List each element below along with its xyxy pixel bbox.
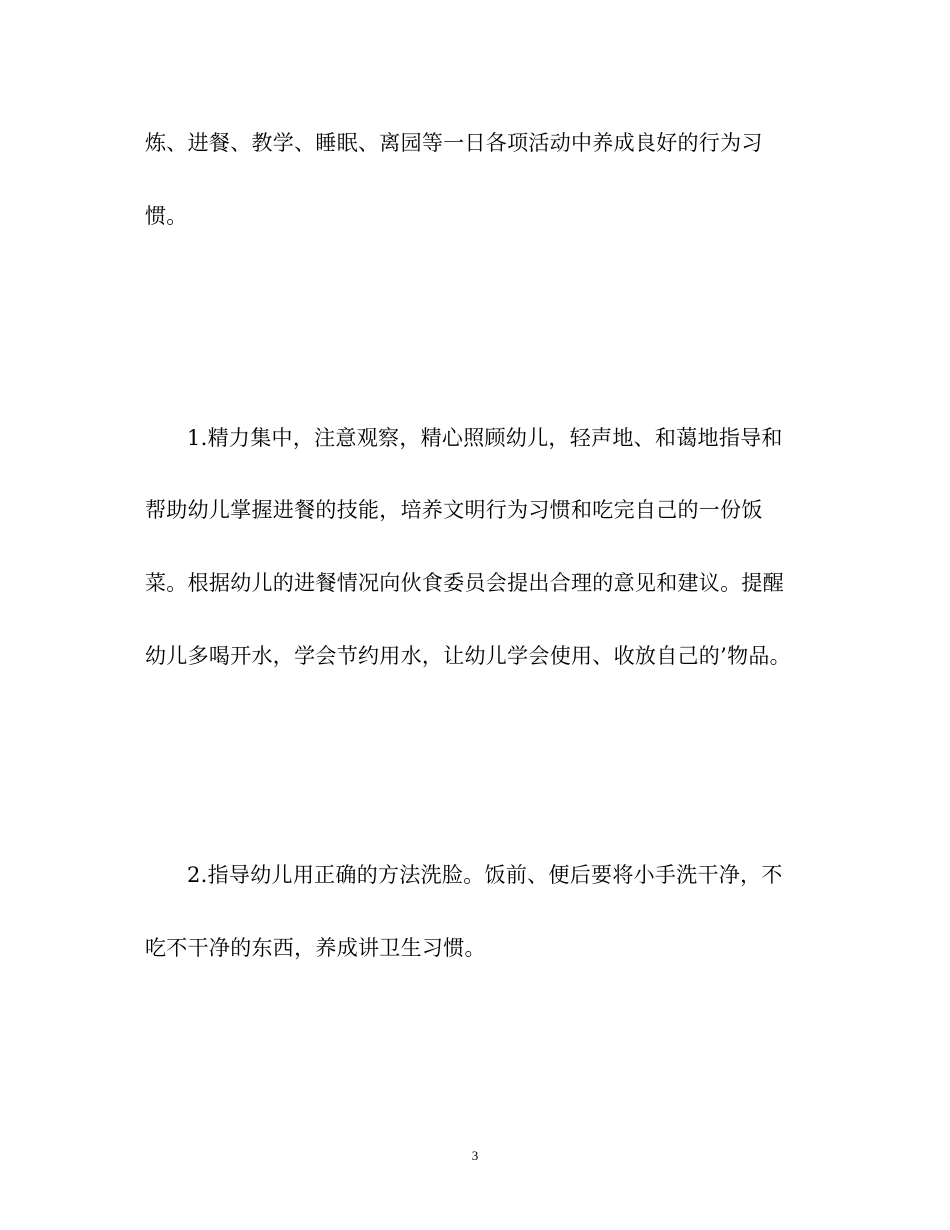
text-line: 幼儿多喝开水，学会节约用水，让幼儿学会使用、收放自己的’物品。 xyxy=(145,644,791,668)
text-line: 1.精力集中，注意观察，精心照顾幼儿，轻声地、和蔼地指导和 xyxy=(187,426,783,450)
text-line: 炼、进餐、教学、睡眠、离园等一日各项活动中养成良好的行为习 xyxy=(145,131,763,155)
text-line: 吃不干净的东西，养成讲卫生习惯。 xyxy=(145,936,486,960)
page-number: 3 xyxy=(471,1148,479,1163)
text-line: 惯。 xyxy=(145,204,188,228)
text-line: 帮助幼儿掌握进餐的技能，培养文明行为习惯和吃完自己的一份饭 xyxy=(145,498,763,522)
text-line: 菜。根据幼儿的进餐情况向伙食委员会提出合理的意见和建议。提醒 xyxy=(145,571,784,595)
text-line: 2.指导幼儿用正确的方法洗脸。饭前、便后要将小手洗干净，不 xyxy=(187,863,783,887)
